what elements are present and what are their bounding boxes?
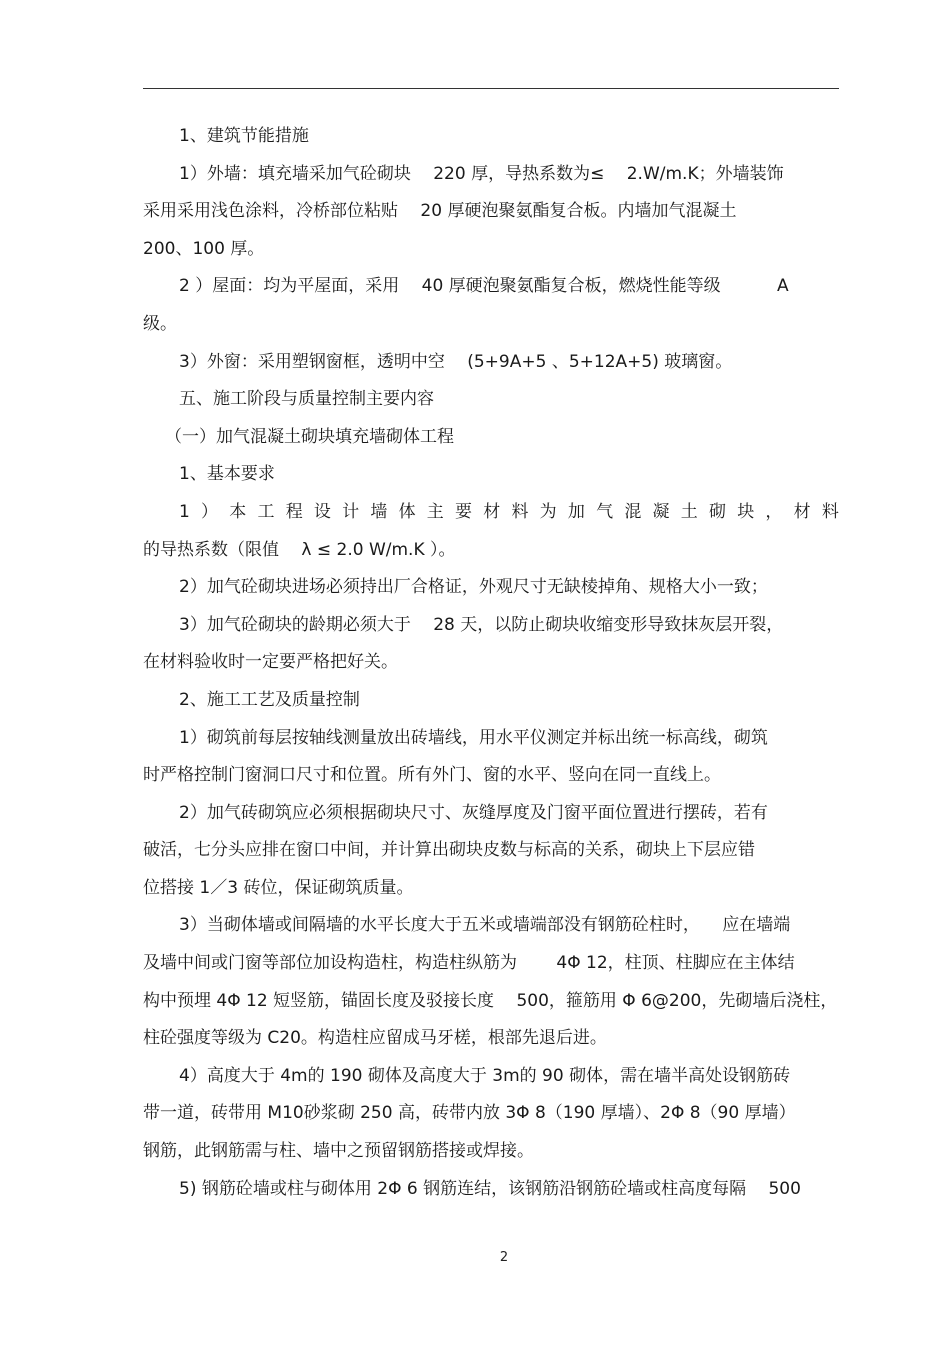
justified-char: 加: [567, 501, 585, 522]
item-heading-basic: 1、基本要求: [179, 464, 275, 485]
paragraph-line: 钢筋，此钢筋需与柱、墙中之预留钢筋搭接或焊接。: [143, 1141, 534, 1162]
page-number: 2: [499, 1250, 509, 1265]
justified-char: 主: [426, 501, 444, 522]
paragraph-line: 3）外窗：采用塑钢窗框，透明中空 (5+9A+5 、5+12A+5) 玻璃窗。: [179, 351, 733, 372]
paragraph-line: 3）加气砼砌块的龄期必须大于 28 天，以防止砌块收缩变形导致抹灰层开裂，: [179, 614, 784, 635]
section-heading-five: 五、施工阶段与质量控制主要内容: [179, 389, 434, 410]
justified-char: 1: [179, 501, 190, 522]
paragraph-line: 1）砌筑前每层按轴线测量放出砖墙线，用水平仪测定并标出统一标高线，砌筑: [179, 727, 768, 748]
paragraph-line: 位搭接 1／3 砖位，保证砌筑质量。: [143, 877, 414, 898]
paragraph-line: 采用采用浅色涂料，冷桥部位粘贴 20 厚硬泡聚氨酯复合板。内墙加气混凝土: [143, 201, 737, 222]
item-heading-process: 2、施工工艺及质量控制: [179, 689, 360, 710]
paragraph-line-justified: [143, 494, 839, 532]
paragraph-line: 2）加气砼砌块进场必须持出厂合格证，外观尺寸无缺棱掉角、规格大小一致；: [179, 577, 768, 598]
justified-char: 程: [285, 501, 303, 522]
justified-char: ，: [765, 501, 783, 522]
justified-char: 计: [342, 501, 360, 522]
subsection-heading: （一）加气混凝土砌块填充墙砌体工程: [165, 426, 454, 447]
justified-char: 料: [511, 501, 529, 522]
justified-char: 要: [455, 501, 473, 522]
justified-char: 为: [539, 501, 557, 522]
justified-char: 凝: [652, 501, 670, 522]
paragraph-line: 200、100 厚。: [143, 238, 265, 259]
justified-char: ）: [201, 501, 219, 522]
justified-char: 土: [680, 501, 698, 522]
paragraph-line: 在材料验收时一定要严格把好关。: [143, 652, 398, 673]
paragraph-line: 1）外墙：填充墙采加气砼砌块 220 厚，导热系数为≤ 2.W/m.K；外墙装饰: [179, 163, 784, 184]
paragraph-line: 2 ）屋面：均为平屋面，采用 40 厚硬泡聚氨酯复合板，燃烧性能等级 A: [179, 276, 789, 297]
justified-char: 块: [737, 501, 755, 522]
paragraph-line: 5) 钢筋砼墙或柱与砌体用 2Φ 6 钢筋连结，该钢筋沿钢筋砼墙或柱高度每隔 500: [179, 1178, 801, 1199]
paragraph-line: 时严格控制门窗洞口尺寸和位置。所有外门、窗的水平、竖向在同一直线上。: [143, 765, 721, 786]
justified-char: 墙: [370, 501, 388, 522]
section-heading-energy: 1、建筑节能措施: [179, 126, 309, 146]
header-rule: [143, 88, 839, 89]
paragraph-line: 4）高度大于 4m的 190 砌体及高度大于 3m的 90 砌体，需在墙半高处设钢筋砖: [179, 1065, 791, 1086]
justified-char: 料: [821, 501, 839, 522]
justified-char: 体: [398, 501, 416, 522]
paragraph-line: 及墙中间或门窗等部位加设构造柱，构造柱纵筋为 4Φ 12，柱顶、柱脚应在主体结: [143, 953, 795, 974]
document-body: [143, 118, 839, 1208]
justified-char: 材: [793, 501, 811, 522]
paragraph-line: 柱砼强度等级为 C20。构造柱应留成马牙槎，根部先退后进。: [143, 1028, 607, 1049]
justified-char: 混: [624, 501, 642, 522]
paragraph-line: 2）加气砖砌筑应必须根据砌块尺寸、灰缝厚度及门窗平面位置进行摆砖，若有: [179, 802, 768, 823]
justified-char: 本: [229, 501, 247, 522]
justified-char: 工: [257, 501, 275, 522]
justified-char: 气: [596, 501, 614, 522]
paragraph-line: 的导热系数（限值 λ ≤ 2.0 W/m.K ）。: [143, 539, 456, 560]
paragraph-line: 带一道，砖带用 M10砂浆砌 250 高，砖带内放 3Φ 8（190 厚墙）、2Φ 8（90 厚墙）: [143, 1103, 796, 1124]
paragraph-line: 破活，七分头应排在窗口中间，并计算出砌块皮数与标高的关系，砌块上下层应错: [143, 840, 755, 861]
justified-char: 设: [313, 501, 331, 522]
paragraph-line: 级。: [143, 313, 177, 334]
paragraph-line: 3）当砌体墙或间隔墙的水平长度大于五米或墙端部没有钢筋砼柱时， 应在墙端: [179, 915, 791, 936]
justified-char: 材: [483, 501, 501, 522]
justified-char: 砌: [708, 501, 726, 522]
paragraph-line: 构中预埋 4Φ 12 短竖筋，锚固长度及驳接长度 500，箍筋用 Φ 6@200，先砌墙后浇柱，: [143, 990, 838, 1011]
